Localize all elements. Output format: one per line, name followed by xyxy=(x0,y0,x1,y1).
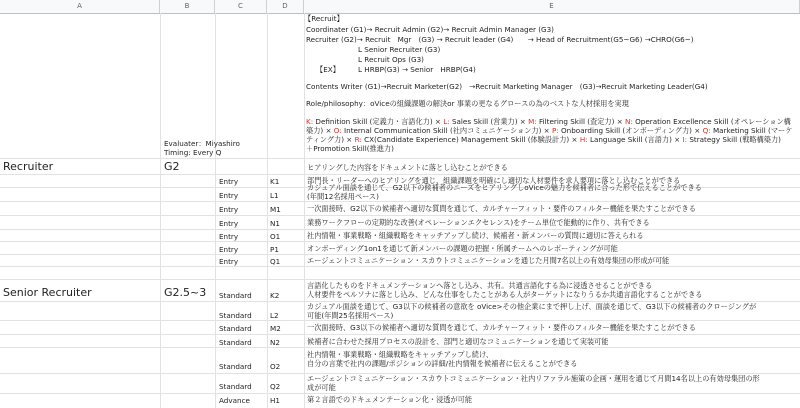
skill-label: Operation Excellence Skill (オペレーション構築力) × xyxy=(306,117,791,135)
row-level[interactable]: Standard xyxy=(219,291,252,300)
row-code[interactable]: N2 xyxy=(270,338,280,347)
row-code[interactable]: L1 xyxy=(270,191,279,200)
skill-key: M: xyxy=(528,117,537,126)
skill-key: O: xyxy=(333,126,342,135)
skill-label: Strategy Skill (戦略構築力) xyxy=(687,135,781,144)
skill-label: Onboarding Skill (オンボーディング力) × xyxy=(558,126,703,135)
career-path-line: Contents Writer (G1)→Recruit Marketer(G2) →Recruit Marketing Manager (G3)→Recruit Marketing Leader(G4) xyxy=(306,82,708,91)
row-description[interactable]: 一次面接時、G3以下の候補者へ適切な質問を通じて、カルチャーフィット・要件のフィルター機能を果たすことができる xyxy=(307,323,696,332)
column-header-bar xyxy=(0,0,800,14)
skill-label: Internal Communication Skill (社内コミュニケーション力) × xyxy=(341,126,552,135)
row-description[interactable]: 成が可能 xyxy=(307,383,336,392)
role-philosophy: Role/philosophy：oViceの組織課題の解決or 事業の更なるグロースの為のベストな人材採用を実現 xyxy=(306,99,629,108)
row-description[interactable]: (年間12名採用ペース) xyxy=(307,192,379,201)
column-header-c[interactable]: C xyxy=(215,0,267,13)
grid-line xyxy=(267,13,268,408)
skill-key: I: xyxy=(682,135,688,144)
evaluater-label[interactable]: Evaluater：Miyashiro xyxy=(164,139,240,148)
row-description[interactable]: 第２言語でのドキュメンテーション化・浸透が可能 xyxy=(307,395,473,404)
row-code[interactable]: H1 xyxy=(270,396,280,405)
row-description[interactable]: 社内情報・事業戦略・組織戦略をキャッチアップし続け、候補者・新メンバーの質問に適切に答えられる xyxy=(307,231,644,240)
row-description[interactable]: カジュアル面談を通じて、G2以下の候補者のニーズをヒアリングしoViceの魅力を候補者に合った形で伝えることができる xyxy=(307,183,702,192)
row-level[interactable]: Standard xyxy=(219,338,252,347)
row-level[interactable]: Standard xyxy=(219,362,252,371)
column-header-e[interactable]: E xyxy=(304,0,800,13)
row-description[interactable]: 一次面接時、G2以下の候補者へ適切な質問を通じて、カルチャーフィット・要件のフィルター機能を果たすことができる xyxy=(307,204,696,213)
row-code[interactable]: K2 xyxy=(270,291,280,300)
career-path-line: L HRBP(G3) → Senior HRBP(G4) xyxy=(358,65,476,74)
row-level[interactable]: Entry xyxy=(219,257,239,266)
row-code[interactable]: L2 xyxy=(270,311,279,320)
recruit-heading: 【Recruit】 xyxy=(304,14,344,23)
grid-line xyxy=(0,347,800,348)
skill-label: Definition Skill (定義力・言語化力) × xyxy=(313,117,444,126)
skill-label: Language Skill (言語力) × xyxy=(587,135,683,144)
row-level[interactable]: Entry xyxy=(219,191,239,200)
row-description[interactable]: 可能(年間25名採用ペース) xyxy=(307,311,394,320)
row-code[interactable]: P1 xyxy=(270,245,279,254)
row-level[interactable]: Entry xyxy=(219,219,239,228)
row-description[interactable]: 人材要件をペルソナに落とし込み、どんな仕事をしたことがある人がターゲットになりうるか共通言語化することができる xyxy=(307,290,703,299)
timing-label[interactable]: Timing: Every Q xyxy=(164,148,222,157)
grid-line xyxy=(0,241,800,242)
row-code[interactable]: M1 xyxy=(270,205,281,214)
grid-line xyxy=(0,174,800,175)
row-code[interactable]: K1 xyxy=(270,177,280,186)
row-description[interactable]: カジュアル面談を通じて、G3以下の候補者の意欲を oVice>その他企業にまで押し上げ、面談を通じて、G3以下の候補者のクロージングが xyxy=(307,302,757,311)
skill-tail: ＋Promotion Skill(推進力) xyxy=(306,144,394,153)
skill-definitions xyxy=(306,117,794,153)
skill-label: CX(Candidate Experience) Management Skill (体験設計力) × xyxy=(361,135,580,144)
column-header-d[interactable]: D xyxy=(267,0,304,13)
grid-line xyxy=(160,13,161,408)
grid-line xyxy=(0,266,800,267)
row-code[interactable]: M2 xyxy=(270,324,281,333)
row-level[interactable]: Standard xyxy=(219,311,252,320)
skill-label: Marketing Skill (マーケティング力) × xyxy=(306,126,793,144)
skill-key: R: xyxy=(354,135,362,144)
column-header-b[interactable]: B xyxy=(160,0,215,13)
row-code[interactable]: Q2 xyxy=(270,382,281,391)
skill-key: N: xyxy=(625,117,633,126)
row-code[interactable]: N1 xyxy=(270,219,280,228)
skill-key: K: xyxy=(306,117,314,126)
row-description[interactable]: エージェントコミュニケーション・スカウトコミュニケーションを通じた月間7名以上の有効母集団の形成が可能 xyxy=(307,256,670,265)
row-description[interactable]: エージェントコミュニケーション・スカウトコミュニケーション・社内リファラル施策の企画・運用を通じて月間14名以上の有効母集団の形 xyxy=(307,374,760,383)
skill-label: Filtering Skill (査定力) × xyxy=(536,117,625,126)
grid-line xyxy=(0,320,800,321)
row-description[interactable]: ヒアリングした内容をドキュメントに落とし込むことができる xyxy=(307,163,508,172)
row-level[interactable]: Entry xyxy=(219,177,239,186)
grid-line xyxy=(215,13,216,408)
row-code[interactable]: Q1 xyxy=(270,257,281,266)
section-title-senior-recruiter[interactable]: Senior Recruiter xyxy=(3,286,92,299)
grid-line xyxy=(0,279,800,280)
career-path-line: L Recruit Ops (G3) xyxy=(358,55,424,64)
skill-key: Q: xyxy=(702,126,711,135)
row-description[interactable]: 候補者に合わせた採用プロセスの設計を、部門と適切なコミュニケーションを通じて実装可能 xyxy=(307,337,609,346)
grid-line xyxy=(0,215,800,216)
grid-line xyxy=(0,229,800,230)
skill-key: P: xyxy=(551,126,559,135)
section-grade-recruiter[interactable]: G2 xyxy=(164,160,180,173)
row-description[interactable]: 社内情報・事業戦略・組織戦略をキャッチアップし続け、 xyxy=(307,350,494,359)
row-description[interactable]: 部門長・リーダーへのヒアリングを通じ、組織課題を明確にし適切な人材要件を求人要項に落とし込むことができる xyxy=(307,176,681,185)
row-description[interactable]: 言語化したものをドキュメンテーションへ落とし込み、共有。共通言語化する為に浸透させることができる xyxy=(307,281,653,290)
row-description[interactable]: 業務ワークフローの定期的な改善(オペレーションエクセレンス)をチーム単位で能動的に作り、共有できる xyxy=(307,218,650,227)
skill-label: Sales Skill (営業力) × xyxy=(449,117,529,126)
row-level[interactable]: Entry xyxy=(219,205,239,214)
skill-key: L: xyxy=(443,117,450,126)
grid-line xyxy=(0,201,800,202)
row-description[interactable]: 自分の言葉で社内の課題/ポジションの詳細/社内情報を候補者に伝えることができる xyxy=(307,359,578,368)
row-code[interactable]: O2 xyxy=(270,362,281,371)
career-path-line: L Senior Recruiter (G3) xyxy=(358,45,441,54)
section-title-recruiter[interactable]: Recruiter xyxy=(3,160,54,173)
row-level[interactable]: Entry xyxy=(219,232,239,241)
row-description[interactable]: オンボーディング1on1を通じて新メンバーの課題の把握・所属チームへのレポーティングが可能 xyxy=(307,244,618,253)
row-code[interactable]: O1 xyxy=(270,232,281,241)
row-level[interactable]: Advance xyxy=(219,396,250,405)
grid-line xyxy=(0,158,800,159)
skill-key: H: xyxy=(579,135,588,144)
row-level[interactable]: Standard xyxy=(219,324,252,333)
column-header-a[interactable]: A xyxy=(0,0,160,13)
grid-line xyxy=(304,13,305,408)
grid-line xyxy=(0,334,800,335)
ex-heading: 【EX】 xyxy=(316,65,340,74)
row-level[interactable]: Entry xyxy=(219,245,239,254)
grid-line xyxy=(0,254,800,255)
row-level[interactable]: Standard xyxy=(219,382,252,391)
grid-line xyxy=(0,393,800,394)
career-path-line: Recruiter (G2)→ Recruit Mgr (G3) → Recruit leader (G4) → Head of Recruitment(G5~G6) →CHRO(G6~) xyxy=(306,35,694,44)
career-path-line: Coordinater (G1)→ Recruit Admin (G2)→ Recruit Admin Manager (G3) xyxy=(306,25,554,34)
section-grade-senior-recruiter[interactable]: G2.5~3 xyxy=(164,286,207,299)
